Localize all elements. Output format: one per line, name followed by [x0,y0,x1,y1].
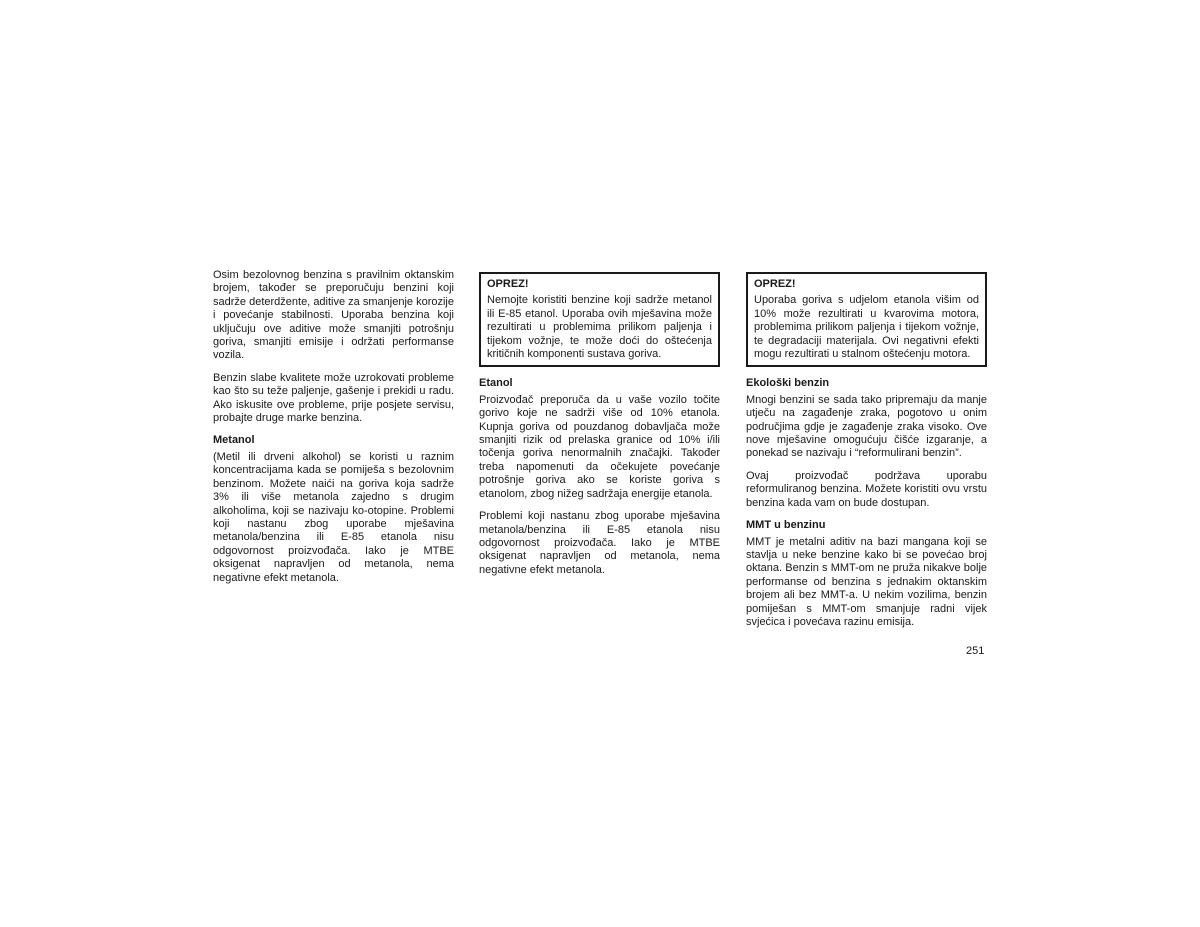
page-number: 251 [966,645,985,657]
paragraph-reformulated: Ovaj proizvođač podržava uporabu reformuliranog benzina. Možete koristiti ovu vrstu benzina kada vam on bude dostupan. [746,469,987,509]
column-left [213,269,454,594]
warning-title: OPREZ! [754,278,796,290]
warning-text: Nemojte koristiti benzine koji sadrže metanol ili E-85 etanol. Uporaba ovih mješavina može rezultirati u problemima prilikom paljenja i tijekom vožnje, te može doći do oštećenja kritičnih komponenti sustava goriva. [487,294,712,361]
warning-title: OPREZ! [487,278,529,290]
heading-ekoloski-benzin: Ekološki benzin [746,377,830,390]
warning-box-ethanol [746,272,987,367]
heading-metanol: Metanol [213,434,255,447]
paragraph-metanol: (Metil ili drveni alkohol) se koristi u raznim koncentracijama kada se pomiješa s bezolovnim benzinom. Možete naići na goriva koja sadrže 3% ili više metanola zajedno s drugim alkoholima, koji se nazivaju ko-otopine. Problemi koji nastanu zbog uporabe mješavina metanola/benzina ili E-85 etanola nisu odgovornost proizvođača. Iako je MTBE oksigenat napravljen od metanola, nema negativne efekt metanola. [213,450,454,584]
paragraph-additives: Osim bezolovnog benzina s pravilnim oktanskim brojem, također se preporučuju benzini koji sadrže deterdžente, aditive za smanjenje korozije i povećanje stabilnosti. Uporaba benzina koji uključuju ove aditive može smanjiti potrošnju goriva, smanjiti emisije i održati performanse vozila. [213,269,454,362]
column-right [746,269,987,638]
paragraph-etanol: Proizvođač preporuča da u vaše vozilo točite gorivo koje ne sadrži više od 10% etanola. Kupnja goriva od pouzdanog dobavljača može smanjiti rizik od prelaska granice od 10% i/ili točenja goriva nenormalnih značajki. Također treba napomenuti da očekujete povećanje potrošnje goriva ako se koriste goriva s etanolom, zbog nižeg sadržaja energije etanola. [479,393,720,500]
paragraph-ekoloski-benzin: Mnogi benzini se sada tako pripremaju da manje utječu na zagađenje zraka, pogotovo u onim područjima gdje je zagađenje zraka visoko. Ove nove mješavine omogućuju čišće izgaranje, a ponekad se nazivaju i “reformulirani benzin”. [746,393,987,460]
paragraph-etanol-liability: Problemi koji nastanu zbog uporabe mješavina metanola/benzina ili E-85 etanola nisu odgovornost proizvođača. Iako je MTBE oksigenat napravljen od metanola, nema negativne efekt metanola. [479,510,720,576]
paragraph-poor-quality: Benzin slabe kvalitete može uzrokovati probleme kao što su teže paljenje, gašenje i prekidi u radu. Ako iskusite ove probleme, prije posjete servisu, probajte druge marke benzina. [213,371,454,425]
warning-box-methanol [479,272,720,367]
heading-mmt: MMT u benzinu [746,519,826,532]
heading-etanol: Etanol [479,377,513,390]
warning-text: Uporaba goriva s udjelom etanola višim od 10% može rezultirati u kvarovima motora, problemima prilikom paljenja i tijekom vožnje, te degradaciji materijala. Ovi negativni efekti mogu rezultirati u stalnom oštećenju motora. [754,294,979,361]
paragraph-mmt: MMT je metalni aditiv na bazi mangana koji se stavlja u neke benzine kako bi se povećao broj oktana. Benzin s MMT-om ne pruža nikakve bolje performanse od benzina s jednakim oktanskim brojem ali bez MMT-a. U nekim vozilima, benzin pomiješan s MMT-om smanjuje radni vijek svjećica i povećava razinu emisija. [746,535,987,628]
column-middle [479,269,720,586]
